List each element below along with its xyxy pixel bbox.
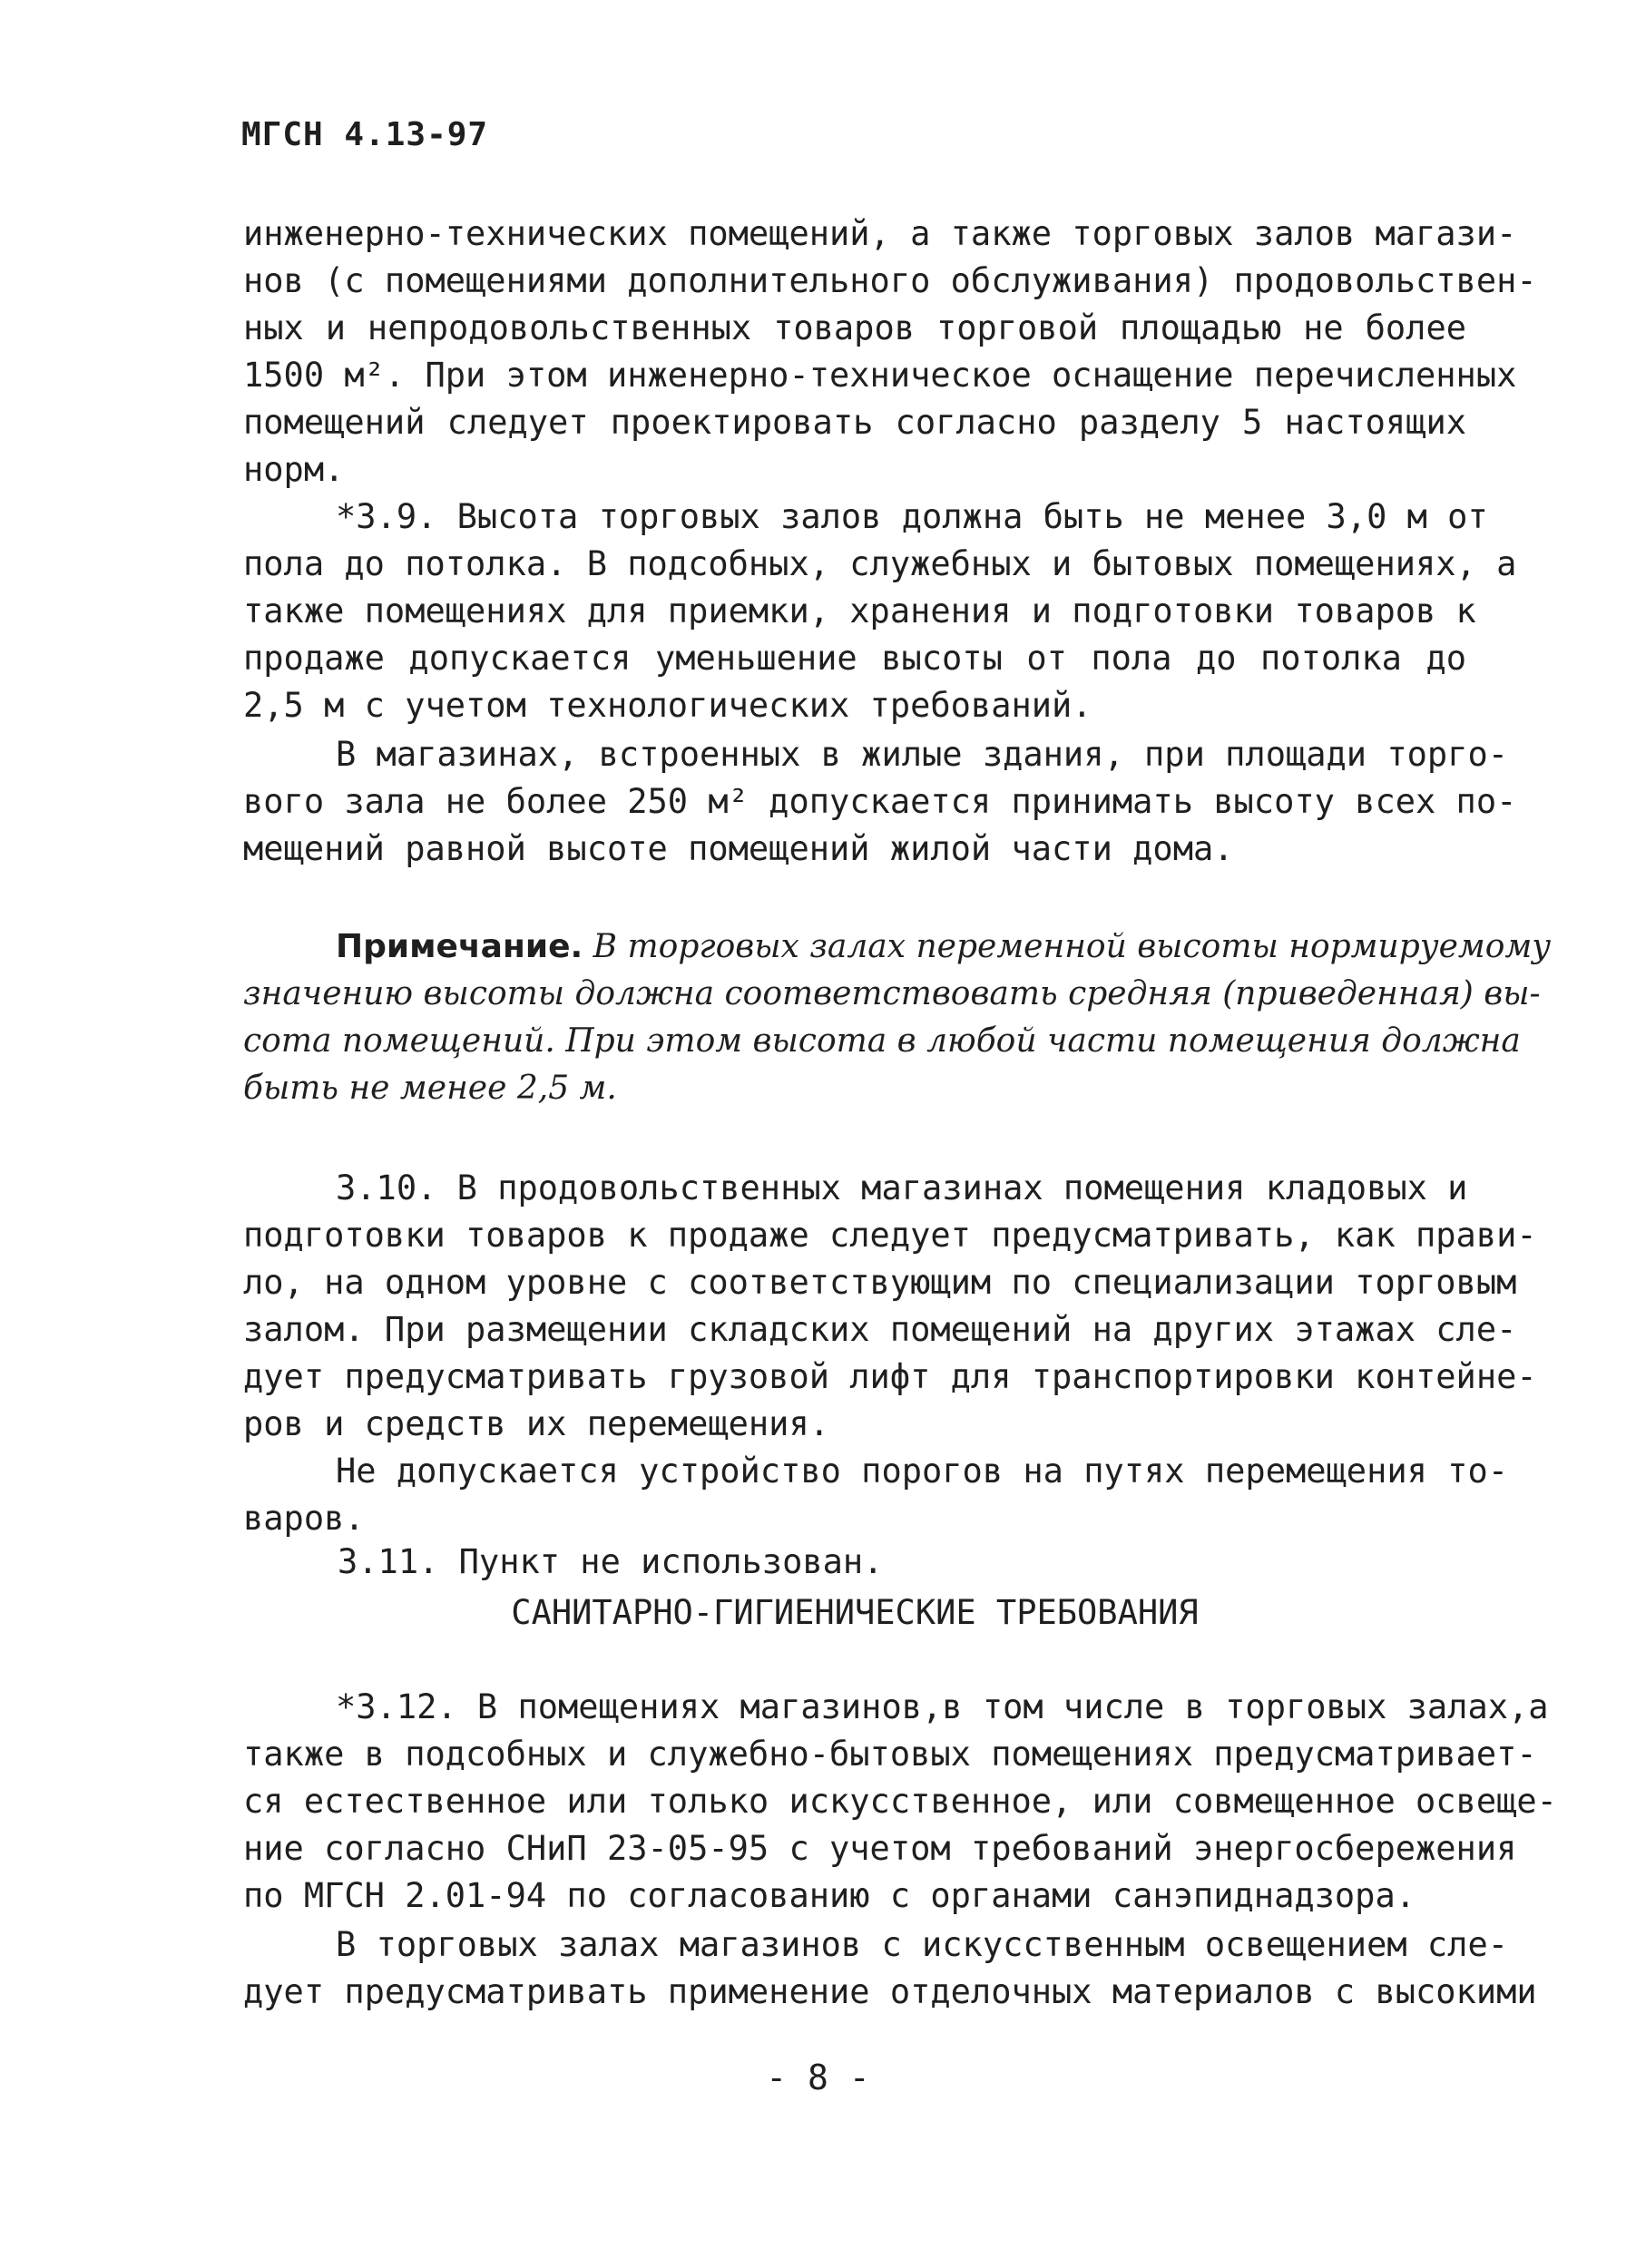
text-line: подготовки товаров к продаже следует предусматривать, как прави- xyxy=(243,1216,1537,1255)
text-line: дует предусматривать грузовой лифт для транспортировки контейне- xyxy=(243,1357,1537,1396)
page-number: - 8 - xyxy=(766,2058,870,2097)
text-line: ных и непродовольственных товаров торговой площадью не более xyxy=(243,308,1466,347)
text-line: мещений равной высоте помещений жилой части дома. xyxy=(243,829,1234,868)
clause-3-10: 3.10. В продовольственных магазинах помещения кладовых и xyxy=(336,1168,1468,1207)
note-line: сота помещений. При этом высота в любой части помещения должна xyxy=(243,1022,1521,1060)
text-line: ние согласно СНиП 23-05-95 с учетом требований энергосбережения xyxy=(243,1829,1517,1868)
text-line: ло, на одном уровне с соответствующим по специализации торговым xyxy=(243,1263,1517,1302)
clause-3-9: *3.9. Высота торговых залов должна быть не менее 3,0 м от xyxy=(336,497,1488,536)
clause-3-12: *3.12. В помещениях магазинов,в том числе в торговых залах,а xyxy=(336,1687,1549,1726)
text-line: дует предусматривать применение отделочных материалов с высокими xyxy=(243,1972,1537,2011)
text-line: норм. xyxy=(243,450,345,489)
note-line: значению высоты должна соответствовать средняя (приведенная) вы- xyxy=(243,975,1541,1012)
text-line: по МГСН 2.01-94 по согласованию с органами санэпиднадзора. xyxy=(243,1876,1416,1915)
text-line: вого зала не более 250 м² допускается принимать высоту всех по- xyxy=(243,782,1517,821)
text-line: В магазинах, встроенных в жилые здания, при площади торго- xyxy=(336,735,1509,774)
text-line: также в подсобных и служебно-бытовых помещениях предусматривает- xyxy=(243,1735,1537,1774)
text-line: 1500 м². При этом инженерно-техническое оснащение перечисленных xyxy=(243,356,1517,395)
text-line: В торговых залах магазинов с искусственным освещением сле- xyxy=(336,1925,1509,1964)
note-line: Примечание. В торговых залах переменной высоты нормируемому xyxy=(336,928,1552,965)
text-line: инженерно-технических помещений, а также торговых залов магази- xyxy=(243,214,1517,253)
note-label: Примечание. xyxy=(336,928,583,965)
text-line: варов. xyxy=(243,1499,365,1538)
section-title: САНИТАРНО-ГИГИЕНИЧЕСКИЕ ТРЕБОВАНИЯ xyxy=(511,1593,1199,1632)
text-line: ся естественное или только искусственное, или совмещенное освеще- xyxy=(243,1782,1557,1821)
text-line: 2,5 м с учетом технологических требований. xyxy=(243,686,1092,725)
text-line: также помещениях для приемки, хранения и подготовки товаров к xyxy=(243,591,1476,631)
text-line: пола до потолка. В подсобных, служебных и бытовых помещениях, а xyxy=(243,544,1517,583)
text-line: ров и средств их перемещения. xyxy=(243,1404,830,1443)
text-line: залом. При размещении складских помещений на других этажах сле- xyxy=(243,1310,1517,1349)
clause-3-11: 3.11. Пункт не использован. xyxy=(338,1542,884,1581)
text-line: продаже допускается уменьшение высоты от пола до потолка до xyxy=(243,639,1466,678)
text-line: помещений следует проектировать согласно разделу 5 настоящих xyxy=(243,403,1466,442)
text-line: нов (с помещениями дополнительного обслуживания) продовольствен- xyxy=(243,261,1537,300)
note-line: быть не менее 2,5 м. xyxy=(243,1070,617,1107)
document-code-header: МГСН 4.13-97 xyxy=(241,116,489,153)
text-line: Не допускается устройство порогов на путях перемещения то- xyxy=(336,1452,1509,1491)
